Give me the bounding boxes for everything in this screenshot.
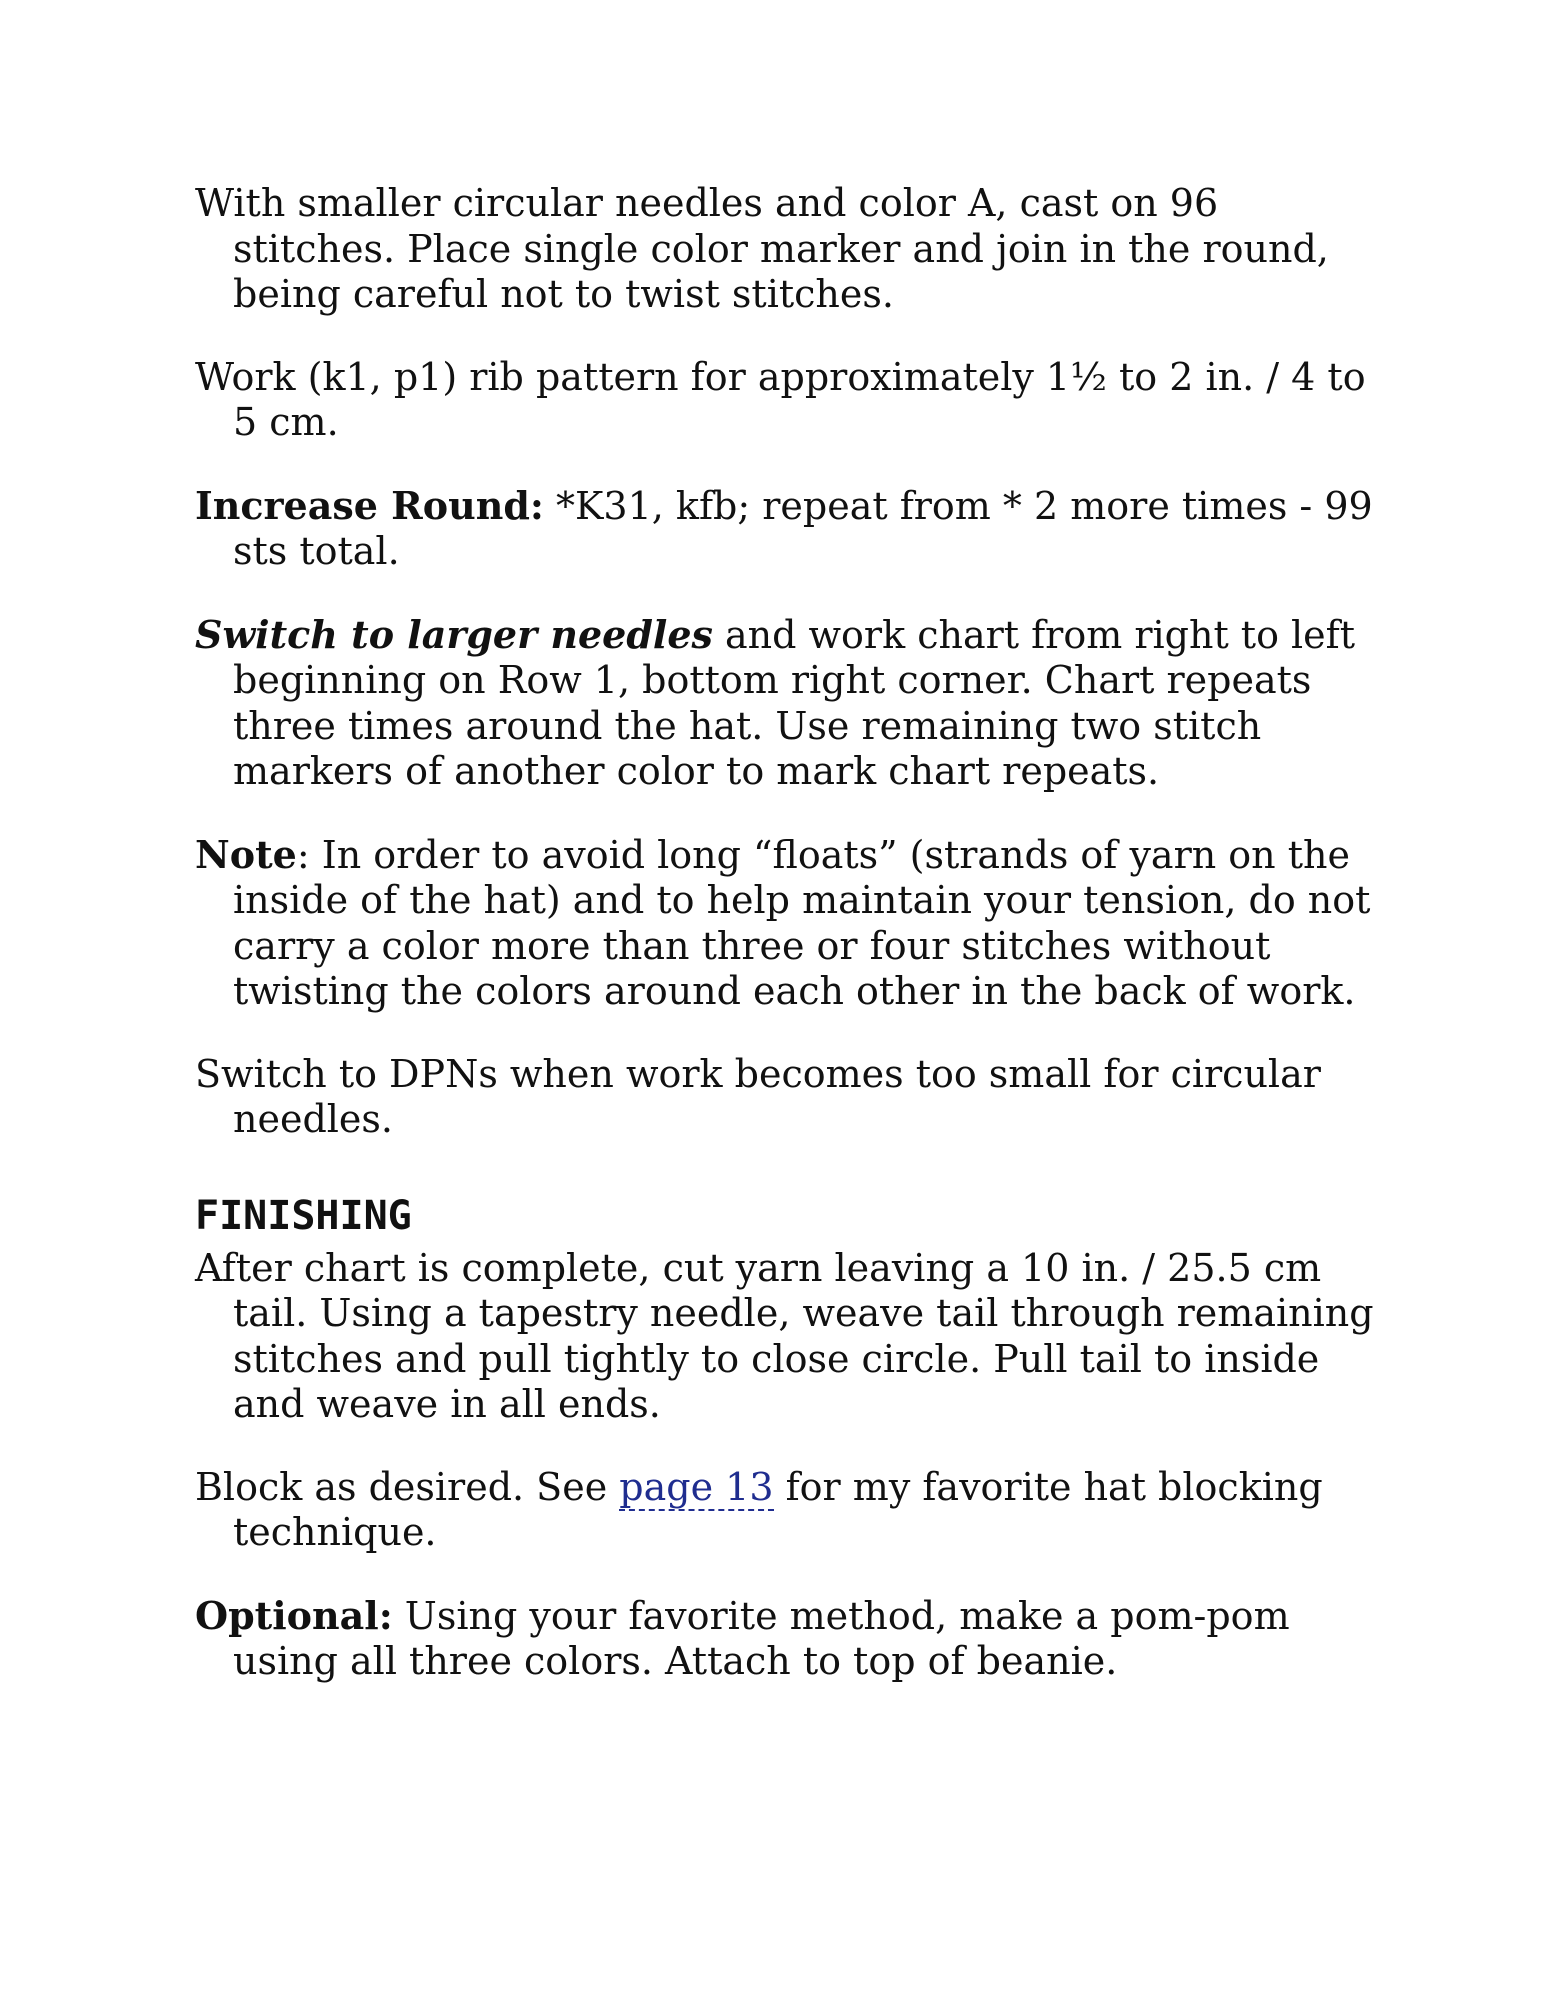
cast-on-text: With smaller circular needles and color A, cast on 96 stitches. Place single color marker and join in the round, being careful not to twist stitches. [195, 181, 1329, 316]
note-label: Note [195, 831, 297, 877]
increase-text: *K31, kfb; repeat from * 2 more times - 99 sts total. [233, 483, 1373, 573]
dpns-text: Switch to DPNs when work becomes too small for circular needles. [195, 1051, 1321, 1141]
switch-label: Switch to larger needles [195, 611, 713, 657]
optional-text: Using your favorite method, make a pom-pom using all three colors. Attach to top of beanie. [233, 1593, 1290, 1683]
pattern-page [195, 181, 1375, 1685]
cast-on-paragraph [195, 181, 1375, 318]
dpns-paragraph [195, 1052, 1375, 1143]
block-text-after: for my favorite hat blocking technique. [233, 1464, 1323, 1554]
note-text: : In order to avoid long “floats” (strands of yarn on the inside of the hat) and to help maintain your tension, do not carry a color more than three or four stitches without twisting the colors around each other in the back of work. [233, 832, 1371, 1013]
chart-complete-text: After chart is complete, cut yarn leaving a 10 in. / 25.5 cm tail. Using a tapestry needle, weave tail through remaining stitches and pull tightly to close circle. Pull tail to inside and weave in all ends. [195, 1245, 1374, 1426]
rib-text: Work (k1, p1) rib pattern for approximately 1½ to 2 in. / 4 to 5 cm. [195, 354, 1366, 444]
switch-text: and work chart from right to left beginning on Row 1, bottom right corner. Chart repeats three times around the hat. Use remaining two stitch markers of another color to mark chart repeats. [233, 612, 1356, 793]
finishing-heading: FINISHING [195, 1192, 412, 1239]
switch-paragraph [195, 612, 1375, 795]
page-13-link[interactable]: page 13 [619, 1464, 774, 1509]
chart-complete-paragraph [195, 1246, 1375, 1428]
rib-paragraph [195, 355, 1375, 446]
optional-paragraph [195, 1593, 1375, 1685]
increase-paragraph [195, 483, 1375, 575]
block-paragraph [195, 1465, 1375, 1556]
optional-label: Optional: [195, 1592, 393, 1638]
increase-label: Increase Round: [195, 482, 544, 528]
note-paragraph [195, 832, 1375, 1015]
block-text-before: Block as desired. See [195, 1464, 620, 1509]
